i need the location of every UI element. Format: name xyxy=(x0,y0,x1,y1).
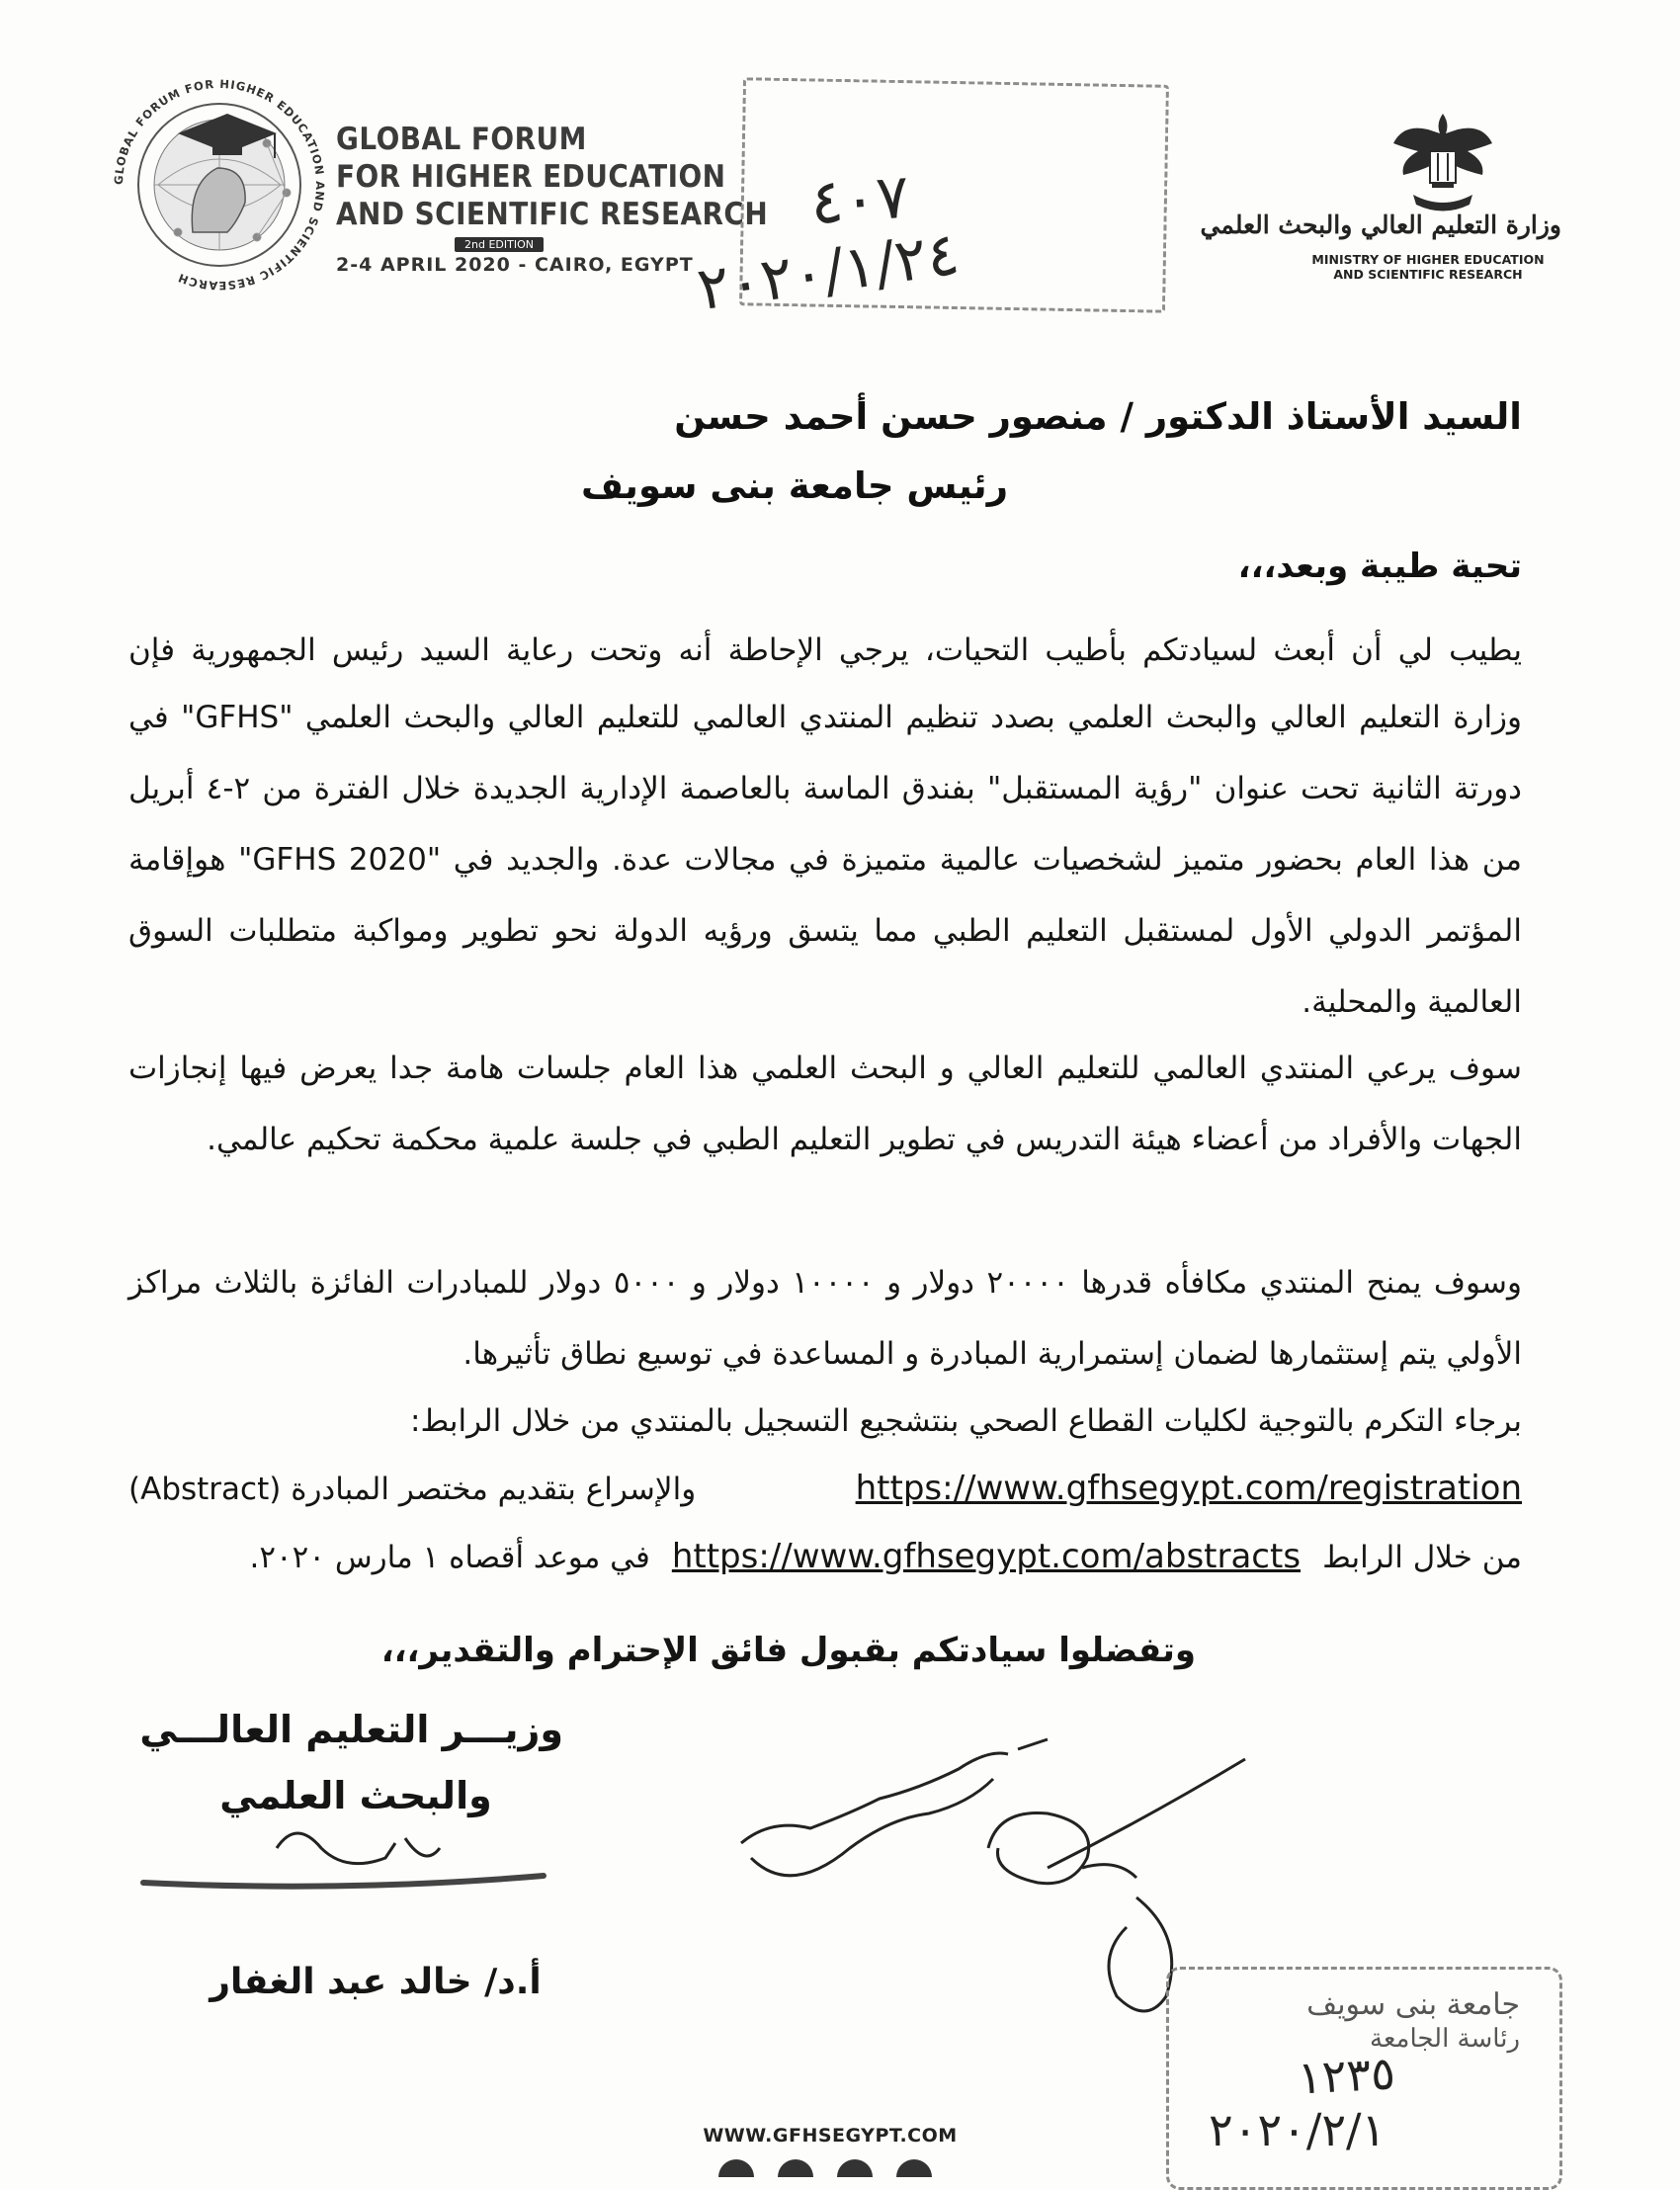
handwritten-date: ٢٠٢٠/١/٢٤ xyxy=(693,218,964,325)
stamp-date: ٢٠٢٠/٢/١ xyxy=(1209,2103,1386,2156)
registration-link[interactable]: https://www.gfhsegypt.com/registration xyxy=(855,1469,1522,1508)
forum-emblem-logo xyxy=(109,74,331,296)
paragraph-4-line-1: برجاء التكرم بالتوجية لكليات القطاع الصحي بنتشجيع التسجيل بالمنتدي من خلال الرابط: xyxy=(410,1403,1522,1439)
emblem-ring-text: GLOBAL FORUM FOR HIGHER EDUCATION AND SCIENTIFIC RESEARCH xyxy=(111,76,328,294)
handwritten-reference-number: ٤٠٧ xyxy=(807,159,912,239)
stamp-number: ١٢٣٥ xyxy=(1296,2046,1397,2105)
greeting: تحية طيبة وبعد،،، xyxy=(1237,547,1522,586)
instagram-icon xyxy=(837,2159,873,2177)
paragraph-4-line-3 xyxy=(128,1537,1522,1576)
forum-title-block xyxy=(336,121,769,276)
signatory-title-line-2: والبحث العلمي xyxy=(219,1774,492,1817)
paragraph-4-line-2 xyxy=(128,1469,1522,1508)
closing-salutation: وتفضلوا سيادتكم بقبول فائق الإحترام والتقدير،،، xyxy=(380,1631,1196,1670)
forum-title-line-2: FOR HIGHER EDUCATION xyxy=(336,159,726,195)
paragraph-3: وسوف يمنح المنتدي مكافأه قدرها ٢٠٠٠٠ دولار و ١٠٠٠٠ دولار و ٥٠٠٠ دولار للمبادرات الفائزة بالثلاث مراكز الأولي يتم إستثمارها لضمان إستمرارية المبادرة و المساعدة في توسيع نطاق تأثيرها. xyxy=(128,1265,1522,1372)
forum-date: 2-4 APRIL 2020 - CAIRO, EGYPT xyxy=(336,254,694,276)
youtube-icon xyxy=(896,2159,932,2177)
signatory-name: أ.د/ خالد عبد الغفار xyxy=(210,1962,542,2002)
forum-title-line-1: GLOBAL FORUM xyxy=(336,122,587,157)
edition-badge: 2nd EDITION xyxy=(455,237,544,252)
link-prefix-text: من خلال الرابط xyxy=(1322,1540,1522,1575)
facebook-icon xyxy=(718,2159,754,2177)
stamp-university-name: جامعة بنى سويف xyxy=(1306,1987,1520,2022)
forum-title-line-3: AND SCIENTIFIC RESEARCH xyxy=(336,197,769,232)
footer-website[interactable]: WWW.GFHSEGYPT.COM xyxy=(703,2125,958,2147)
social-media-icons xyxy=(697,2157,964,2177)
university-received-stamp xyxy=(1166,1967,1562,2190)
ministry-name-english: MINISTRY OF HIGHER EDUCATION AND SCIENTIFIC RESEARCH xyxy=(1311,252,1545,282)
stamp-presidency: رئاسة الجامعة xyxy=(1370,2024,1520,2054)
twitter-icon xyxy=(778,2159,813,2177)
deadline-text: في موعد أقصاه ١ مارس ٢٠٢٠. xyxy=(249,1540,650,1575)
incoming-stamp: ​ xyxy=(739,77,1169,312)
paragraph-1: وزارة التعليم العالي والبحث العلمي بصدد تنظيم المنتدي العالمي للتعليم العالي والبحث العلمي "GFHS" في دورتة الثانية تحت عنوان "رؤية المستقبل" بفندق الماسة بالعاصمة الإدارية الجديدة خلال الفترة من ٢-٤ أبريل من هذا العام بحضور متميز لشخصيات عالمية متميزة في مجالات عدة. والجديد في "GFHS 2020" هوإقامة المؤتمر الدولي الأول لمستقبل التعليم الطبي مما يتسق ورؤيه الدولة نحو تطوير ومواكبة متطلبات السوق العالمية والمحلية. xyxy=(128,700,1523,1020)
abstracts-link[interactable]: https://www.gfhsegypt.com/abstracts xyxy=(671,1537,1302,1576)
eagle-emblem-icon xyxy=(1388,104,1497,217)
paragraph-2: سوف يرعي المنتدي العالمي للتعليم العالي و البحث العلمي هذا العام جلسات هامة جدا يعرض فيها إنجازات الجهات والأفراد من أعضاء هيئة التدريس في تطوير التعليم الطبي في جلسة علمية محكمة تحكيم عالمي. xyxy=(128,1051,1522,1157)
paragraph-1-line-1: يطيب لي أن أبعث لسيادتكم بأطيب التحيات، يرجي الإحاطة أنه وتحت رعاية السيد رئيس الجمهورية فإن xyxy=(128,632,1522,668)
ministry-name-arabic: وزارة التعليم العالي والبحث العلمي xyxy=(1200,211,1561,239)
recipient-line-1: السيد الأستاذ الدكتور / منصور حسن أحمد حسن xyxy=(674,395,1522,438)
abstract-request-text: والإسراع بتقديم مختصر المبادرة (Abstract) xyxy=(128,1472,697,1507)
recipient-line-2: رئيس جامعة بنى سويف xyxy=(580,464,1008,507)
signatory-title-line-1: وزيـــر التعليم العالـــي xyxy=(139,1708,563,1751)
